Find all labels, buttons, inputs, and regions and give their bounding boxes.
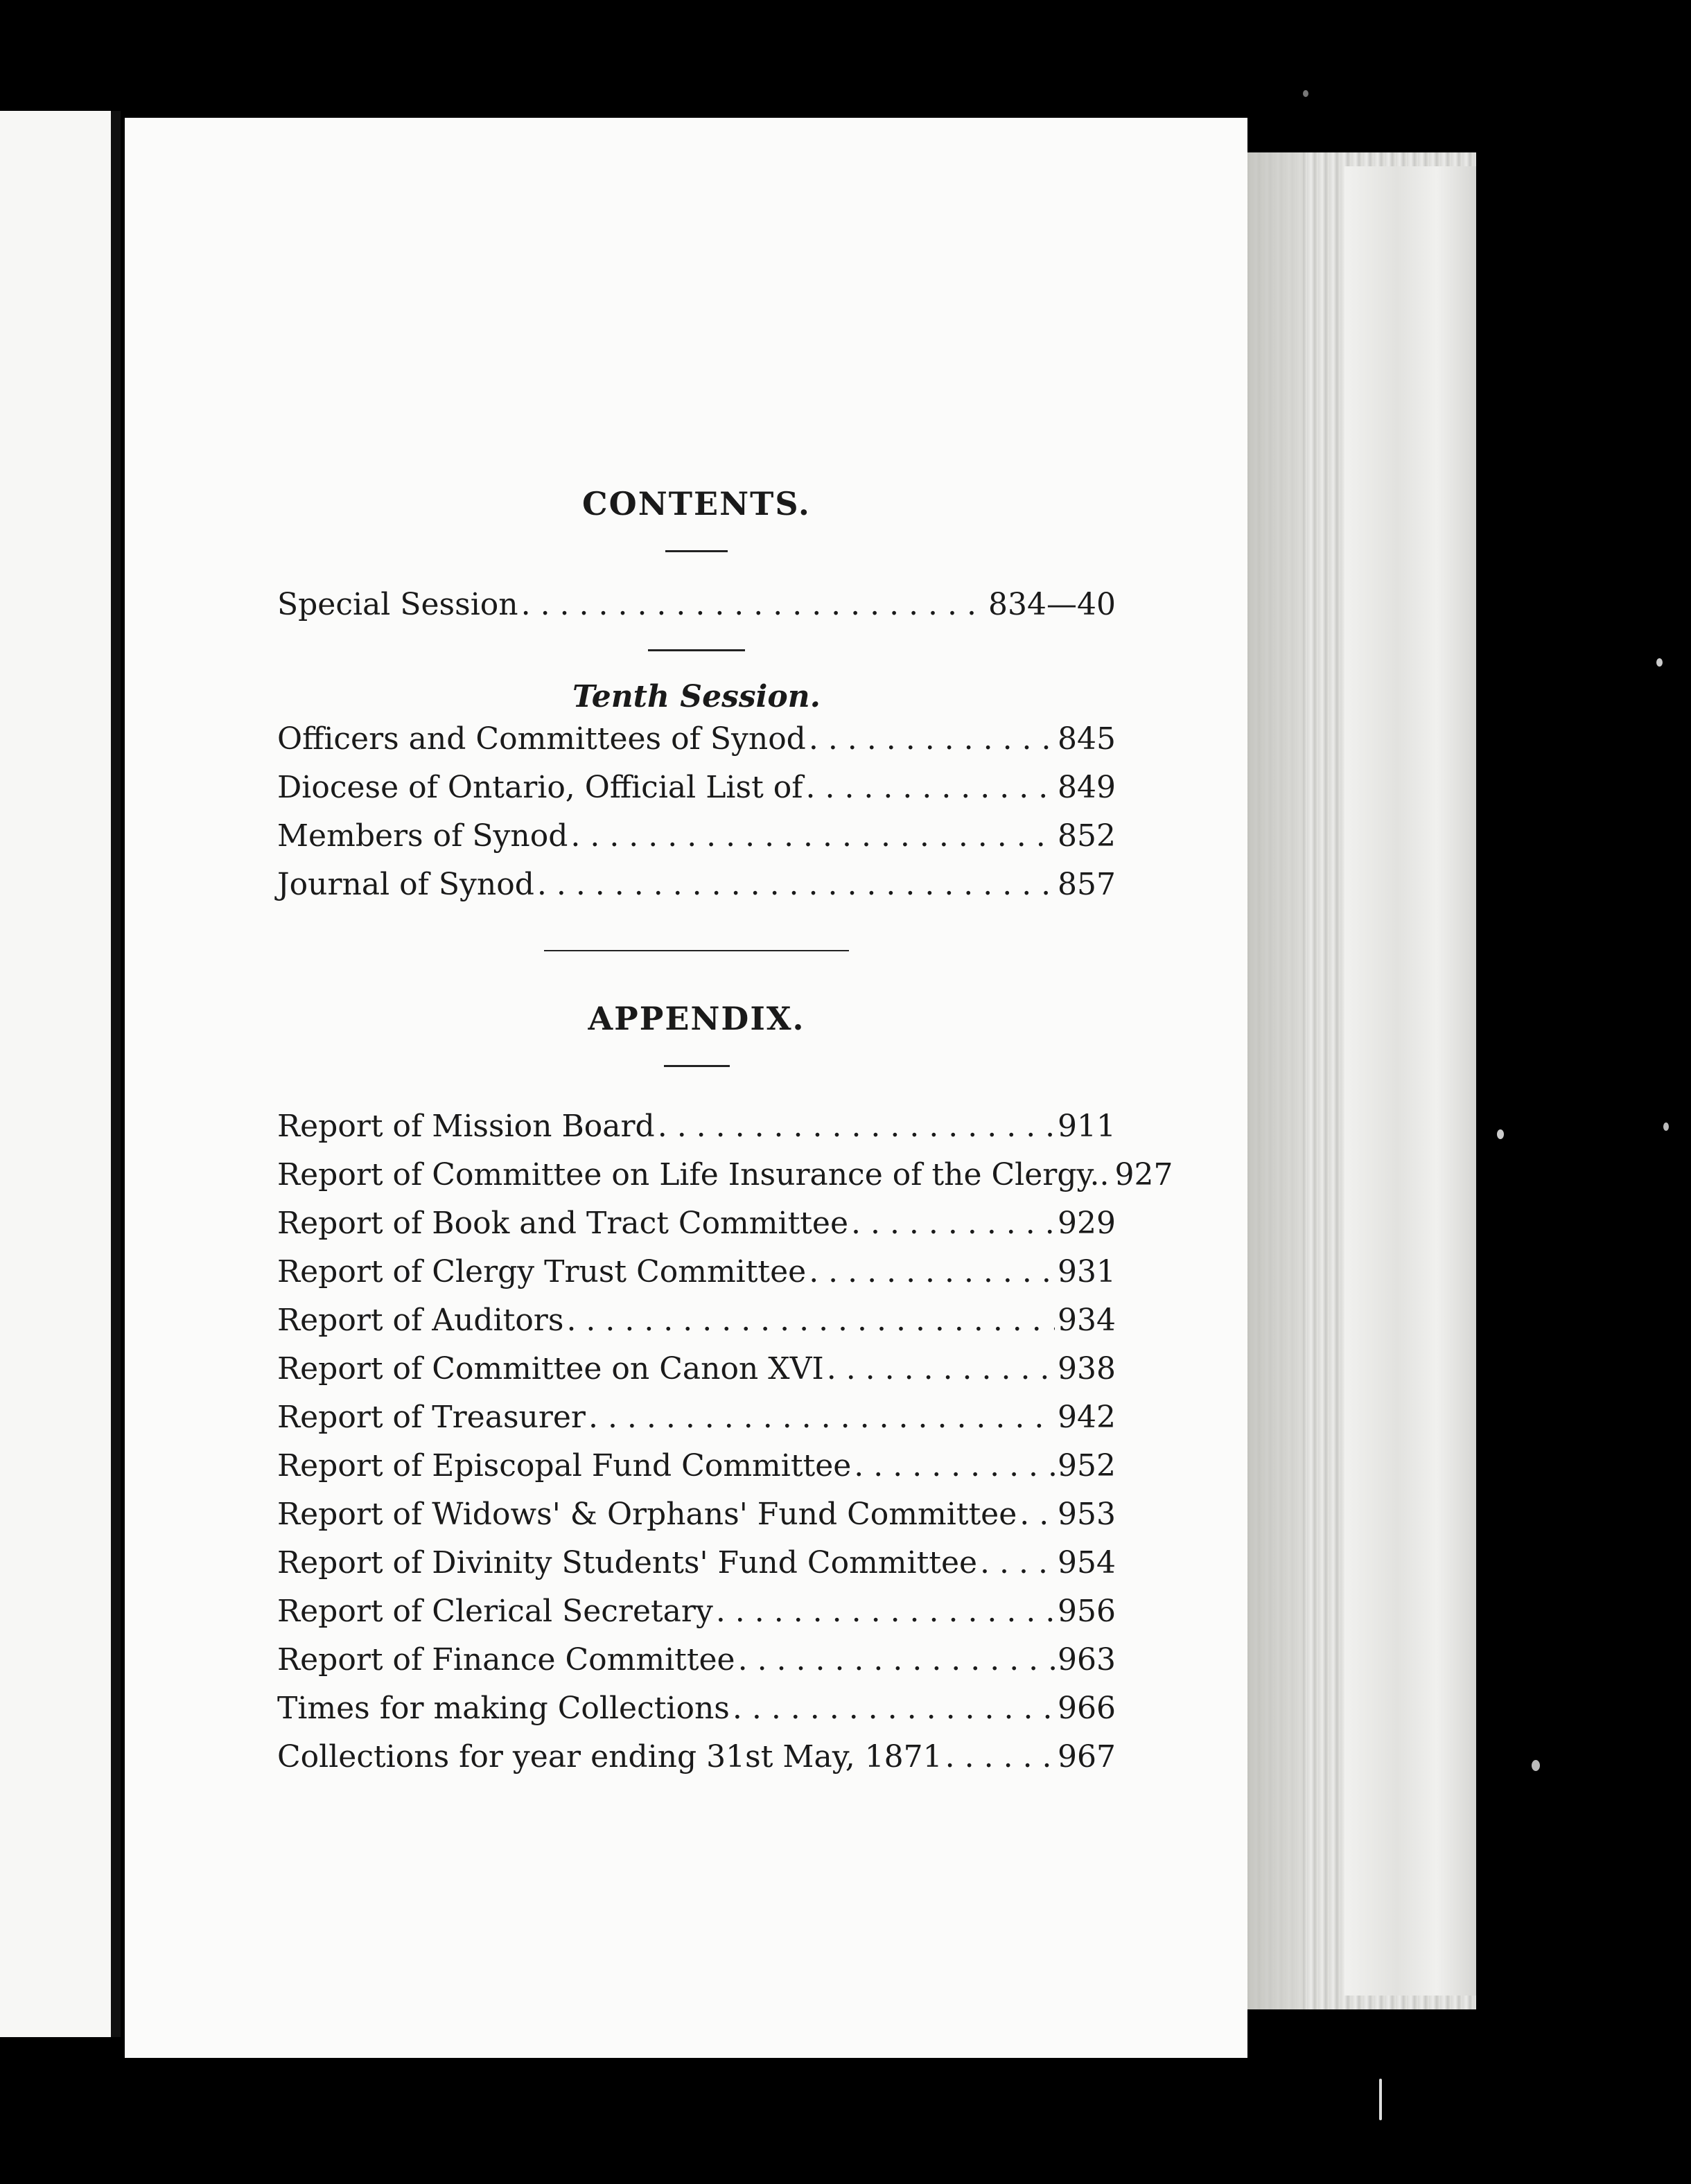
toc-entry-title: Report of Widows' & Orphans' Fund Committee xyxy=(277,1497,1017,1532)
dot-leader xyxy=(733,1691,1055,1726)
dot-leader xyxy=(827,1351,1055,1386)
toc-entry-page: 953 xyxy=(1058,1497,1116,1532)
toc-entry[interactable] xyxy=(277,1497,1116,1545)
tenth-session-list xyxy=(277,721,1116,915)
scan-speck xyxy=(1532,1760,1540,1771)
toc-entry-page: 967 xyxy=(1058,1739,1116,1774)
scan-speck xyxy=(1379,2079,1382,2120)
toc-entry[interactable] xyxy=(277,818,1116,867)
toc-entry-page: 857 xyxy=(1058,867,1116,902)
toc-entry-page: 931 xyxy=(1058,1254,1116,1289)
toc-entry-title: Diocese of Ontario, Official List of xyxy=(277,770,803,805)
toc-entry-title: Report of Book and Tract Committee xyxy=(277,1206,849,1241)
dot-leader xyxy=(738,1642,1055,1677)
toc-entry-page: 942 xyxy=(1058,1400,1116,1435)
toc-entry-page: 952 xyxy=(1058,1448,1116,1483)
toc-entry-page: 849 xyxy=(1058,770,1116,805)
dot-leader xyxy=(1019,1497,1055,1532)
page-edges-block xyxy=(1344,166,1476,1996)
section-rule xyxy=(648,649,745,651)
toc-entry[interactable] xyxy=(277,770,1116,818)
toc-entry[interactable] xyxy=(277,1157,1173,1206)
toc-entry-title: Report of Treasurer xyxy=(277,1400,586,1435)
toc-entry-title: Report of Committee on Canon XVI xyxy=(277,1351,824,1386)
contents-heading: CONTENTS. xyxy=(582,485,811,522)
toc-entry-page: 927 xyxy=(1114,1157,1173,1192)
toc-entry-title: Report of Mission Board xyxy=(277,1109,655,1144)
dot-leader xyxy=(851,1206,1055,1241)
toc-entry-title: Report of Clerical Secretary xyxy=(277,1594,713,1629)
dot-leader xyxy=(521,587,985,622)
dot-leader xyxy=(809,721,1055,757)
toc-entry[interactable] xyxy=(277,1594,1116,1642)
toc-entry-title: Times for making Collections xyxy=(277,1691,730,1726)
toc-entry-special-session[interactable] xyxy=(277,587,1116,635)
scan-speck xyxy=(1303,90,1308,97)
toc-entry-title: Report of Committee on Life Insurance of the Clergy.. xyxy=(277,1157,1110,1192)
toc-entry-page: 929 xyxy=(1058,1206,1116,1241)
toc-entry[interactable] xyxy=(277,1691,1116,1739)
toc-entry-page: 845 xyxy=(1058,721,1116,757)
toc-entry-title: Journal of Synod xyxy=(277,867,534,902)
heading-rule xyxy=(664,1065,730,1067)
toc-entry[interactable] xyxy=(277,1448,1116,1497)
heading-rule xyxy=(665,550,728,552)
toc-entry[interactable] xyxy=(277,1109,1116,1157)
toc-entry-page: 963 xyxy=(1058,1642,1116,1677)
dot-leader xyxy=(854,1448,1055,1483)
toc-entry-title: Report of Finance Committee xyxy=(277,1642,735,1677)
toc-entry[interactable] xyxy=(277,1739,1116,1788)
dot-leader xyxy=(566,1303,1055,1338)
toc-entry-title: Report of Clergy Trust Committee xyxy=(277,1254,807,1289)
toc-entry-page: 934 xyxy=(1058,1303,1116,1338)
appendix-list xyxy=(277,1109,1173,1788)
dot-leader xyxy=(537,867,1055,902)
section-rule-long xyxy=(544,950,849,951)
toc-entry-page: 954 xyxy=(1058,1545,1116,1580)
scan-speck xyxy=(1663,1122,1669,1131)
table-of-contents xyxy=(277,485,1173,1788)
toc-entry[interactable] xyxy=(277,721,1116,770)
dot-leader xyxy=(716,1594,1055,1629)
toc-entry-page: 911 xyxy=(1058,1109,1116,1144)
toc-entry[interactable] xyxy=(277,1254,1116,1303)
dot-leader xyxy=(588,1400,1055,1435)
toc-entry-page: 852 xyxy=(1058,818,1116,854)
toc-entry-page: 956 xyxy=(1058,1594,1116,1629)
toc-entry-title: Report of Episcopal Fund Committee xyxy=(277,1448,852,1483)
toc-entry[interactable] xyxy=(277,867,1116,915)
toc-entry-title: Special Session xyxy=(277,587,518,622)
toc-entry[interactable] xyxy=(277,1545,1116,1594)
toc-entry[interactable] xyxy=(277,1303,1116,1351)
toc-entry-page: 966 xyxy=(1058,1691,1116,1726)
toc-entry-title: Officers and Committees of Synod xyxy=(277,721,806,757)
toc-entry-title: Collections for year ending 31st May, 1871 xyxy=(277,1739,943,1774)
toc-entry[interactable] xyxy=(277,1400,1116,1448)
facing-page-edge xyxy=(0,111,121,2037)
toc-entry[interactable] xyxy=(277,1351,1116,1400)
toc-entry-page: 938 xyxy=(1058,1351,1116,1386)
toc-entry-title: Report of Divinity Students' Fund Committee xyxy=(277,1545,978,1580)
dot-leader xyxy=(980,1545,1055,1580)
appendix-heading: APPENDIX. xyxy=(588,1000,805,1037)
dot-leader xyxy=(570,818,1055,854)
toc-entry-page: 834—40 xyxy=(988,587,1116,622)
dot-leader xyxy=(945,1739,1055,1774)
toc-entry-title: Members of Synod xyxy=(277,818,568,854)
dot-leader xyxy=(806,770,1055,805)
toc-entry[interactable] xyxy=(277,1642,1116,1691)
toc-entry[interactable] xyxy=(277,1206,1116,1254)
page-edge-shadow xyxy=(1241,152,1303,2009)
dot-leader xyxy=(658,1109,1055,1144)
scan-speck xyxy=(1656,658,1663,667)
dot-leader xyxy=(809,1254,1055,1289)
scan-speck xyxy=(1497,1129,1504,1139)
toc-entry-title: Report of Auditors xyxy=(277,1303,564,1338)
tenth-session-heading: Tenth Session. xyxy=(572,679,821,714)
